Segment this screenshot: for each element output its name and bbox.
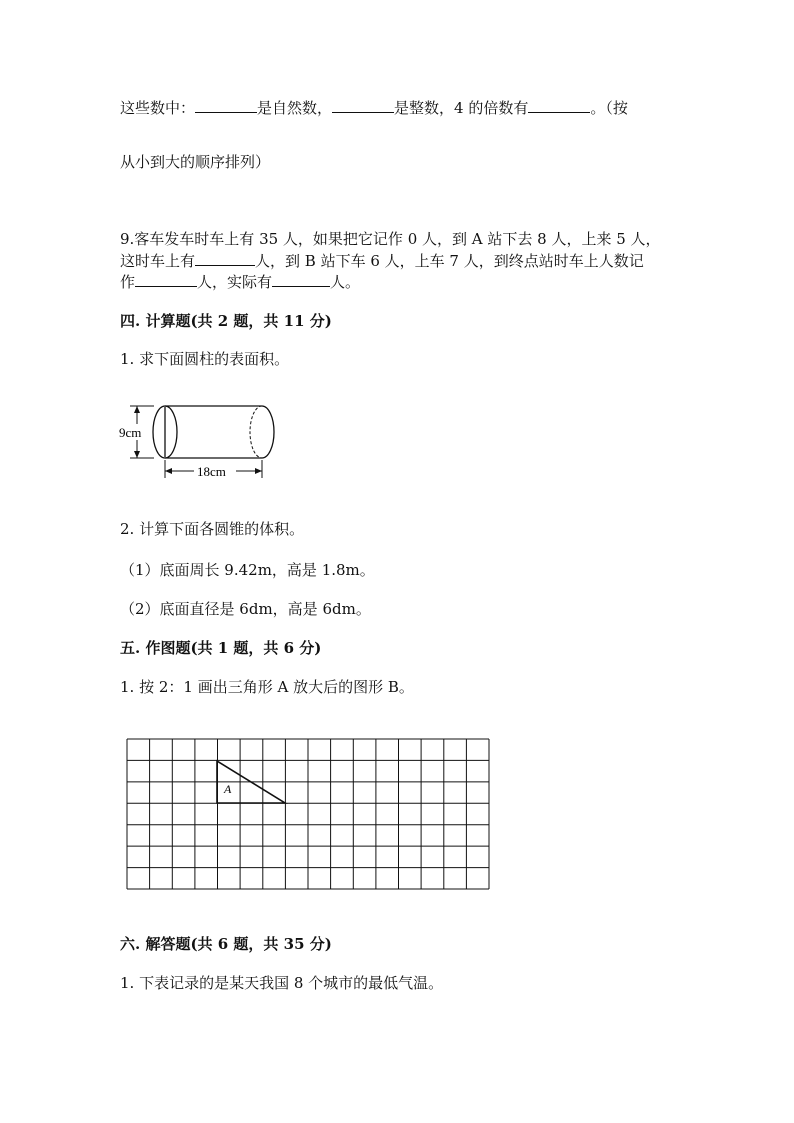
q9-text-b: 人，到 B 站下车 6 人，上车 7 人，到终点站时车上人数记 [255, 252, 644, 270]
drawing-grid[interactable] [125, 737, 491, 891]
q9-text-e: 人。 [330, 273, 361, 291]
section5-title: 五. 作图题(共 1 题，共 6 分) [120, 639, 322, 657]
q8-text-d: 。（按 [590, 99, 628, 117]
answer-blank-natural[interactable] [195, 98, 257, 113]
answer-blank-actual[interactable] [272, 272, 330, 287]
q9-text-d: 人，实际有 [197, 273, 273, 291]
answer-blank-integer[interactable] [332, 98, 394, 113]
q8-line1 [120, 98, 628, 118]
section4-q2-2: （2）底面直径是 6dm，高是 6dm。 [120, 600, 371, 618]
q9-text-c: 作 [120, 273, 136, 291]
q9-line3 [120, 272, 360, 292]
q8-line2: 从小到大的顺序排列） [120, 153, 271, 171]
section4-q2: 2. 计算下面各圆锥的体积。 [120, 520, 305, 538]
q8-text-a: 这些数中： [120, 99, 196, 117]
section6-q1: 1. 下表记录的是某天我国 8 个城市的最低气温。 [120, 974, 444, 992]
q8-text-b: 是自然数， [257, 99, 333, 117]
q9-text-a: 这时车上有 [120, 252, 196, 270]
cylinder-figure [118, 396, 288, 484]
section5-q1: 1. 按 2：1 画出三角形 A 放大后的图形 B。 [120, 678, 414, 696]
q9-line1: 9.客车发车时车上有 35 人，如果把它记作 0 人，到 A 站下去 8 人，上来 5 人， [120, 230, 661, 248]
section4-q2-1: （1）底面周长 9.42m，高是 1.8m。 [120, 561, 375, 579]
triangle-a-label: A [224, 782, 232, 796]
section4-title: 四. 计算题(共 2 题，共 11 分) [120, 312, 332, 330]
section6-title: 六. 解答题(共 6 题，共 35 分) [120, 935, 332, 953]
answer-blank-multiple-of-4[interactable] [528, 98, 590, 113]
q9-line2 [120, 251, 644, 271]
cylinder-height-label: 9cm [119, 425, 142, 440]
cylinder-length-label: 18cm [197, 464, 226, 479]
q8-text-c: 是整数，4 的倍数有 [394, 99, 529, 117]
answer-blank-recorded[interactable] [135, 272, 197, 287]
answer-blank-after-a[interactable] [195, 251, 255, 266]
section4-q1: 1. 求下面圆柱的表面积。 [120, 350, 290, 368]
